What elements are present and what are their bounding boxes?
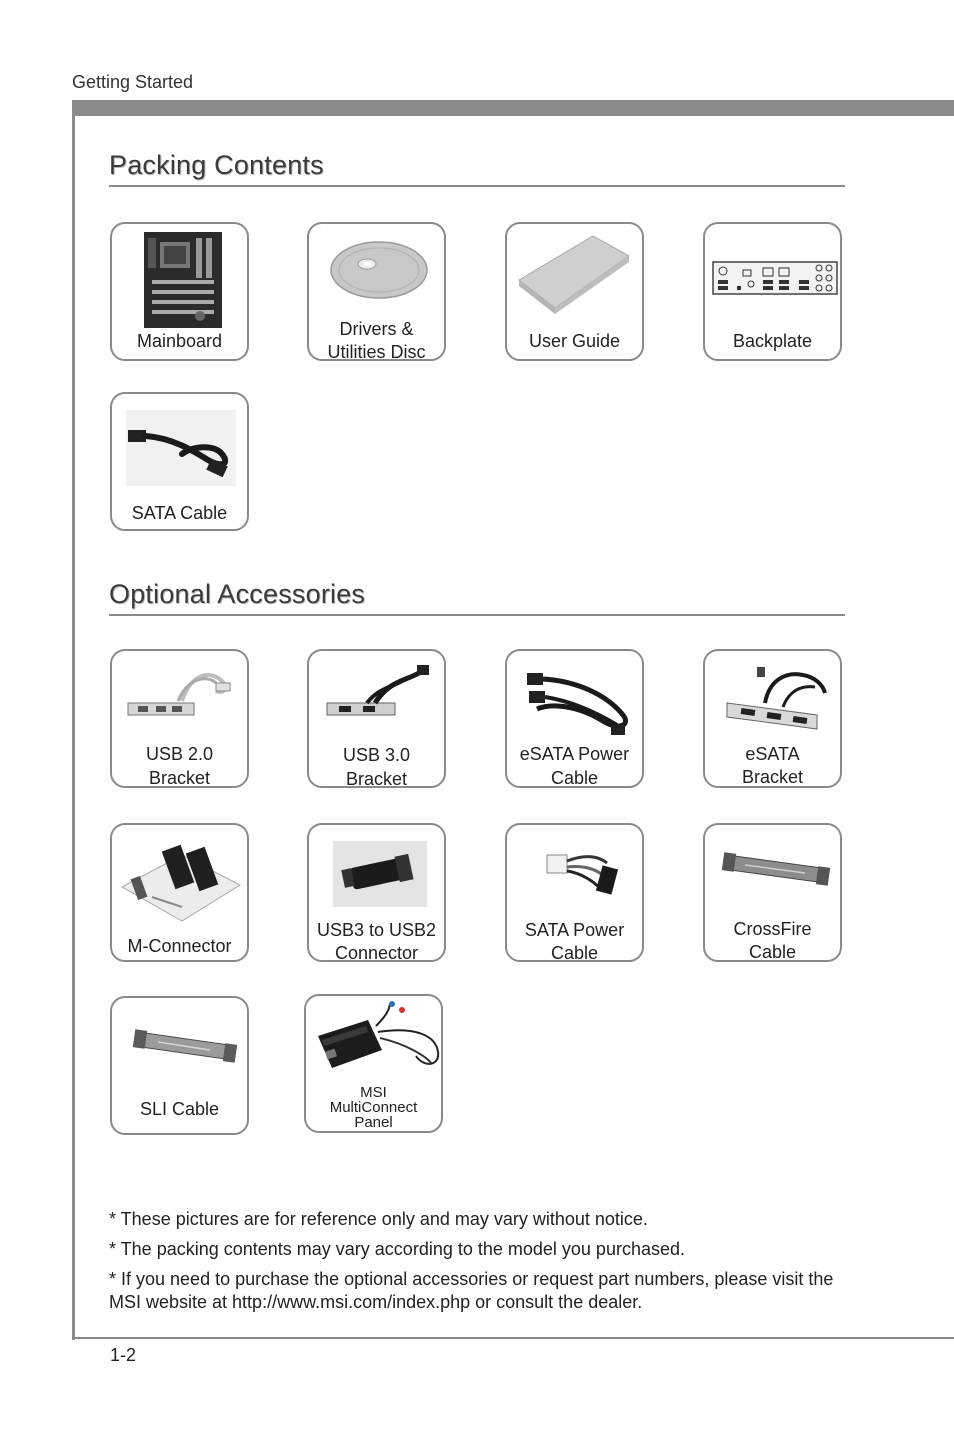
packing-item-label: Backplate (732, 331, 813, 351)
optional-item-usb3-bracket (307, 649, 446, 788)
note-item: * These pictures are for reference only and may vary without notice. (109, 1209, 648, 1229)
optional-item-esata-power-cable (505, 649, 644, 788)
optional-item-label: SLI Cable (139, 1099, 220, 1119)
header-bar (72, 100, 954, 116)
optional-item-m-connector (110, 823, 249, 962)
notes-section (109, 1208, 869, 1321)
optional-accessories-title: Optional Accessories (109, 579, 366, 609)
optional-item-multiconnect-panel (304, 994, 443, 1133)
optional-item-label-line1: eSATA Power (519, 744, 630, 764)
optional-item-label-line1: MSI (360, 1084, 387, 1101)
packing-item-label: SATA Cable (131, 503, 228, 523)
note-item: * If you need to purchase the optional accessories or request part numbers, please visit the MSI website at http://www.msi.com/index.php or consult the dealer. (109, 1269, 834, 1312)
optional-item-sli-cable (110, 996, 249, 1135)
optional-item-label-line1: eSATA (745, 744, 800, 764)
packing-item-disc (307, 222, 446, 361)
optional-item-esata-bracket (703, 649, 842, 788)
optional-item-label-line1: USB 3.0 (342, 745, 411, 765)
optional-item-crossfire-cable (703, 823, 842, 962)
packing-item-label-line1: Drivers & (339, 319, 414, 339)
optional-item-label-line1: USB 2.0 (145, 744, 214, 764)
packing-item-sata-cable (110, 392, 249, 531)
optional-item-label-line2: Bracket (345, 769, 408, 788)
left-margin-rule (72, 100, 75, 1340)
packing-item-label: User Guide (528, 331, 621, 351)
page-number: 1-2 (110, 1345, 137, 1365)
optional-item-label-line2: Bracket (741, 767, 804, 787)
optional-item-label-line2: Bracket (148, 768, 211, 788)
optional-item-label: M-Connector (127, 936, 232, 956)
optional-item-label-line1: SATA Power (524, 920, 625, 940)
optional-item-label-line2: Cable (550, 943, 599, 962)
packing-item-mainboard (110, 222, 249, 361)
note-item: * The packing contents may vary according to the model you purchased. (109, 1239, 685, 1259)
optional-item-label-line2: MultiConnect (329, 1099, 418, 1116)
optional-item-sata-power-cable (505, 823, 644, 962)
packing-item-backplate (703, 222, 842, 361)
packing-contents-rule (109, 185, 845, 187)
optional-item-label-line2: Cable (748, 942, 797, 962)
optional-item-label-line2: Cable (550, 768, 599, 788)
section-header-label: Getting Started (72, 72, 194, 92)
optional-item-usb2-bracket (110, 649, 249, 788)
optional-item-label-line2: Connector (334, 943, 419, 962)
packing-item-label: Mainboard (136, 331, 223, 351)
optional-item-label-line1: CrossFire (733, 919, 812, 939)
optional-item-label-line1: USB3 to USB2 (316, 920, 437, 940)
footer-rule (72, 1337, 954, 1339)
optional-accessories-rule (109, 614, 845, 616)
packing-contents-title: Packing Contents (109, 150, 324, 180)
packing-item-user-guide (505, 222, 644, 361)
packing-item-label-line2: Utilities Disc (327, 342, 426, 361)
optional-item-usb3-usb2-connector (307, 823, 446, 962)
optional-item-label-line3: Panel (354, 1114, 393, 1131)
